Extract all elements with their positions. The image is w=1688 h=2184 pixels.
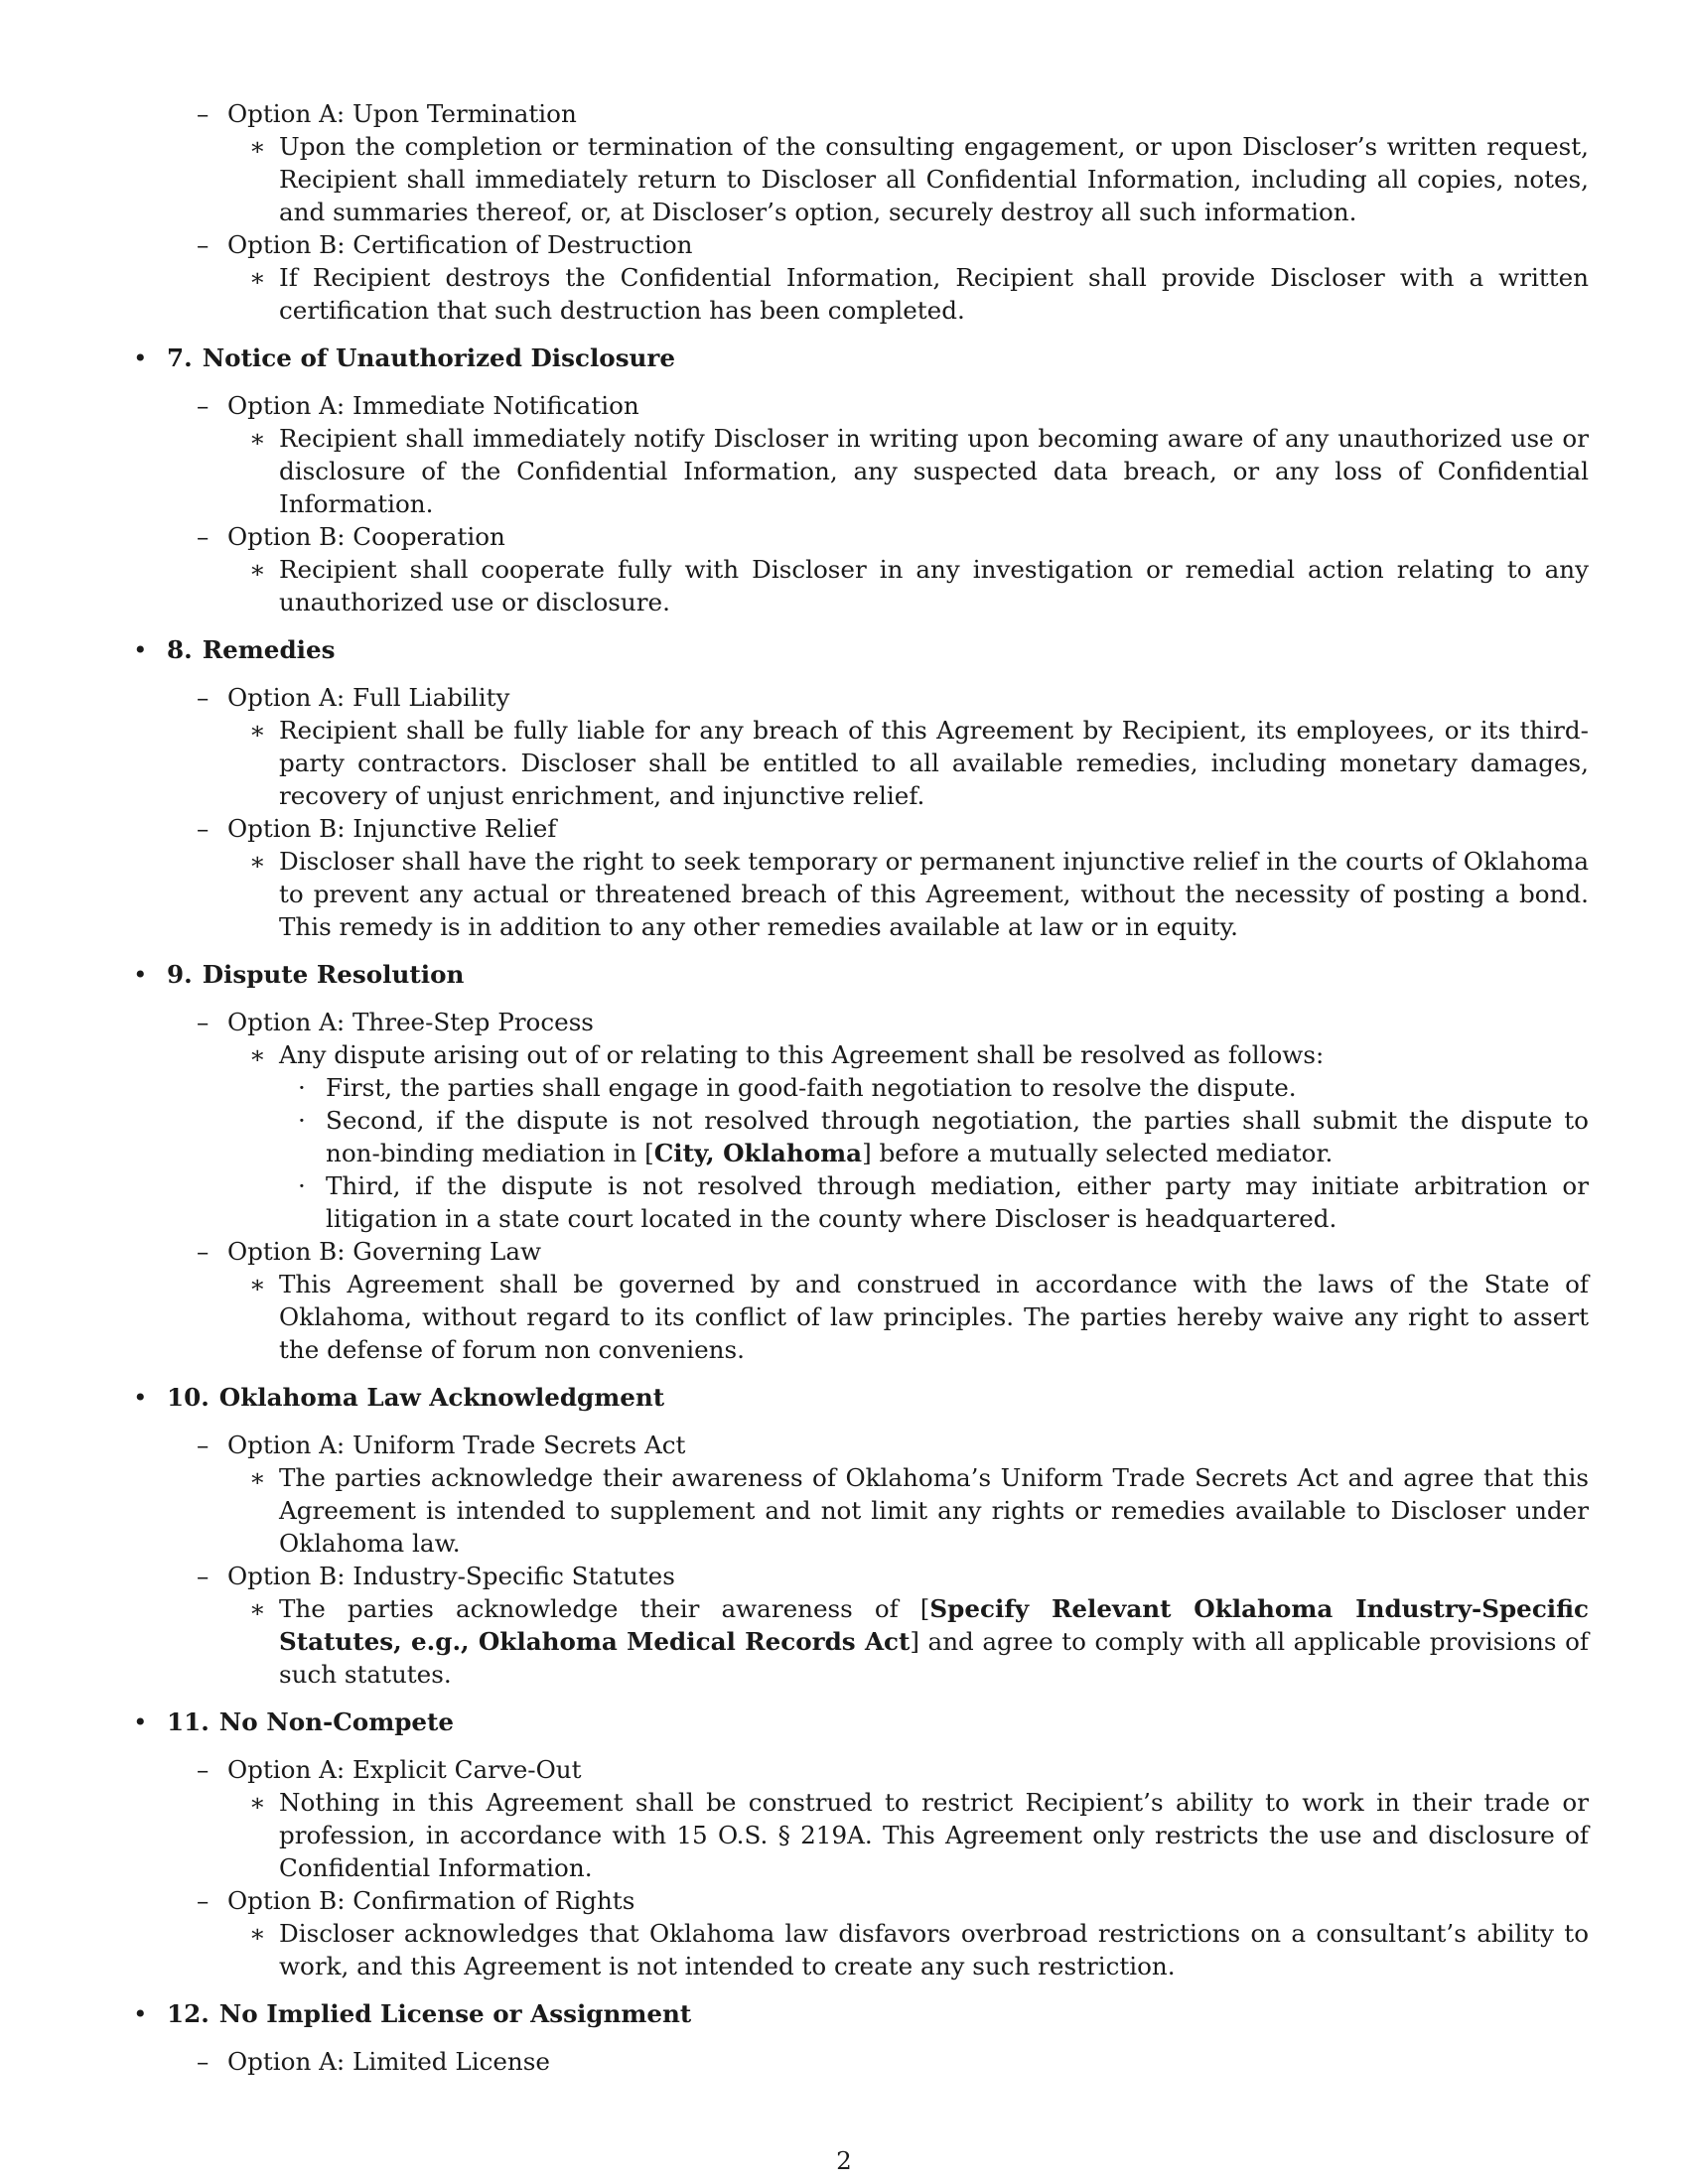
section-10 — [129, 1381, 1589, 1691]
option-label: – Option B: Certification of Destruction — [197, 230, 693, 259]
option-text: ∗ Recipient shall immediately notify Discloser in writing upon becoming aware of any unauthorized use or disclosure of the Confidential Information, any suspected data breach, or any loss of Confidential Information. — [249, 424, 1589, 518]
option-label: – Option A: Full Liability — [197, 683, 510, 712]
dispute-step: · First, the parties shall engage in good-faith negotiation to resolve the dispute. — [298, 1073, 1297, 1102]
option-label: – Option A: Immediate Notification — [197, 391, 639, 420]
section-heading: • 9. Dispute Resolution — [133, 960, 465, 989]
option-label: – Option A: Upon Termination — [197, 99, 577, 128]
section-heading: • 10. Oklahoma Law Acknowledgment — [133, 1383, 665, 1412]
option-text: ∗ Upon the completion or termination of the consulting engagement, or upon Discloser’s written request, Recipient shall immediately return to Discloser all Confidential Information, including all copies, notes, and summaries thereof, or, at Discloser’s option, securely destroy all such information. — [249, 132, 1589, 226]
section-12 — [129, 1997, 1589, 2078]
option-label: – Option B: Governing Law — [197, 1237, 542, 1266]
section-7 — [129, 341, 1589, 618]
option-label: – Option B: Confirmation of Rights — [197, 1886, 635, 1915]
section-heading: • 7. Notice of Unauthorized Disclosure — [133, 343, 676, 372]
option-text: ∗ Recipient shall cooperate fully with Discloser in any investigation or remedial action relating to any unauthorized use or disclosure. — [249, 555, 1589, 616]
section-heading: • 11. No Non-Compete — [133, 1707, 455, 1736]
dispute-step: · Second, if the dispute is not resolved through negotiation, the parties shall submit the dispute to non-binding mediation in [City, Oklahoma] before a mutually selected mediator. — [298, 1106, 1589, 1167]
document-body — [129, 97, 1589, 2078]
option-text: ∗ Any dispute arising out of or relating to this Agreement shall be resolved as follows: — [249, 1040, 1325, 1069]
option-label: – Option B: Cooperation — [197, 522, 505, 551]
option-label: – Option A: Explicit Carve-Out — [197, 1755, 582, 1784]
section-8 — [129, 633, 1589, 943]
option-text: ∗ Nothing in this Agreement shall be construed to restrict Recipient’s ability to work in their trade or profession, in accordance with 15 O.S. § 219A. This Agreement only restricts the use and disclosure of Confidential Information. — [249, 1788, 1589, 1882]
placeholder-statutes: Specify Relevant Oklahoma Industry-Specific Statutes, e.g., Oklahoma Medical Records Act — [279, 1594, 1589, 1656]
option-text: ∗ Discloser acknowledges that Oklahoma law disfavors overbroad restrictions on a consultant’s ability to work, and this Agreement is not intended to create any such restriction. — [249, 1919, 1589, 1980]
option-text: ∗ This Agreement shall be governed by and construed in accordance with the laws of the State of Oklahoma, without regard to its conflict of law principles. The parties hereby waive any right to assert the defense of forum non conveniens. — [249, 1270, 1589, 1364]
option-label: – Option A: Three-Step Process — [197, 1008, 594, 1036]
option-label: – Option A: Limited License — [197, 2047, 550, 2076]
option-label: – Option B: Injunctive Relief — [197, 814, 557, 843]
option-text: ∗ The parties acknowledge their awareness of Oklahoma’s Uniform Trade Secrets Act and agree that this Agreement is intended to supplement and not limit any rights or remedies available to Discloser under Oklahoma law. — [249, 1463, 1589, 1558]
option-text: ∗ The parties acknowledge their awareness of [Specify Relevant Oklahoma Industry-Specific Statutes, e.g., Oklahoma Medical Records Act] and agree to comply with all applicable provisions of such statutes. — [249, 1594, 1589, 1689]
section-heading: • 12. No Implied License or Assignment — [133, 1999, 692, 2028]
option-label: – Option A: Uniform Trade Secrets Act — [197, 1431, 686, 1459]
option-text: ∗ If Recipient destroys the Confidential Information, Recipient shall provide Discloser with a written certification that such destruction has been completed. — [249, 263, 1589, 325]
section-6-continued — [129, 97, 1589, 327]
page-number: 2 — [836, 2146, 852, 2175]
option-label: – Option B: Industry-Specific Statutes — [197, 1562, 675, 1590]
option-text: ∗ Discloser shall have the right to seek temporary or permanent injunctive relief in the courts of Oklahoma to prevent any actual or threatened breach of this Agreement, without the necessity of posting a bond. This remedy is in addition to any other remedies available at law or in equity. — [249, 847, 1589, 941]
option-text: ∗ Recipient shall be fully liable for any breach of this Agreement by Recipient, its employees, or its third-party contractors. Discloser shall be entitled to all available remedies, including monetary damages, recovery of unjust enrichment, and injunctive relief. — [249, 716, 1589, 810]
section-heading: • 8. Remedies — [133, 635, 336, 664]
section-9 — [129, 958, 1589, 1366]
placeholder-city: City, Oklahoma — [653, 1139, 863, 1167]
dispute-step: · Third, if the dispute is not resolved through mediation, either party may initiate arbitration or litigation in a state court located in the county where Discloser is headquartered. — [298, 1171, 1589, 1233]
section-11 — [129, 1706, 1589, 1982]
